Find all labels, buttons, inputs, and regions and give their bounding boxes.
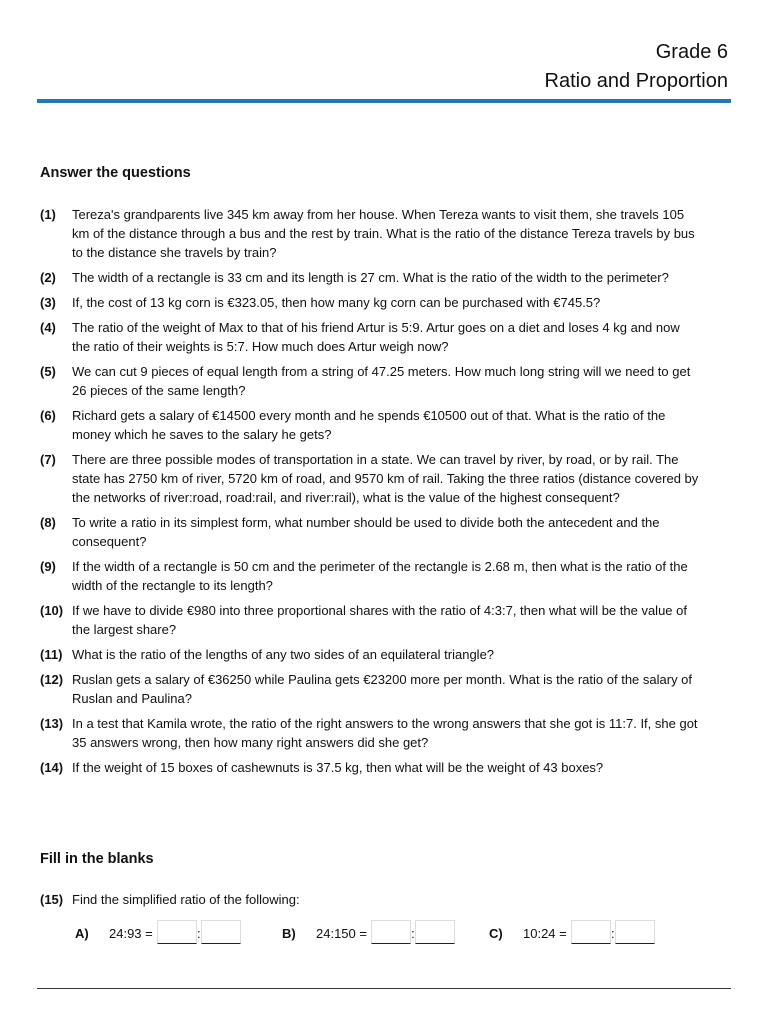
answer-blank-antecedent[interactable] (157, 920, 197, 944)
question-item (40, 714, 700, 752)
question-text: To write a ratio in its simplest form, what number should be used to divide both the antecedent and the consequent? (72, 515, 660, 549)
ratio-letter: B) (282, 926, 296, 941)
question-text: Ruslan gets a salary of €36250 while Paulina gets €23200 more per month. What is the ratio of the salary of Ruslan and Paulina? (72, 672, 693, 706)
question-text: If the width of a rectangle is 50 cm and the perimeter of the rectangle is 2.68 m, then what is the ratio of the width of the rectangle to its length? (72, 559, 688, 593)
question-item (40, 406, 700, 444)
question-text: The ratio of the weight of Max to that of his friend Artur is 5:9. Artur goes on a diet and loses 4 kg and now the ratio of their weights is 5:7. How much does Artur weigh now? (72, 320, 680, 354)
ratio-letter: A) (75, 926, 89, 941)
section-title-answer: Answer the questions (40, 165, 191, 181)
question-text: The width of a rectangle is 33 cm and its length is 27 cm. What is the ratio of the width to the perimeter? (72, 270, 669, 285)
ratio-expression: 24:150 = (316, 926, 367, 941)
question-number: (4) (40, 320, 56, 335)
ratio-expression: 10:24 = (523, 926, 567, 941)
question-text: If we have to divide €980 into three proportional shares with the ratio of 4:3:7, then what will be the value of the largest share? (72, 603, 687, 637)
question-text: In a test that Kamila wrote, the ratio of the right answers to the wrong answers that she got is 11:7. If, she got 35 answers wrong, then how many right answers did she get? (72, 716, 698, 750)
ratio-item-b (282, 920, 455, 948)
question-item (40, 645, 700, 664)
question-number: (14) (40, 760, 64, 775)
question-number: (11) (40, 647, 63, 662)
question-number: (3) (40, 295, 56, 310)
question-item (40, 362, 700, 400)
question-item (40, 557, 700, 595)
footer-divider (37, 988, 731, 989)
question-text: Tereza's grandparents live 345 km away from her house. When Tereza wants to visit them, she travels 105 km of the distance through a bus and the rest by train. What is the ratio of the distance Tereza travels by bus to the distance she travels by train? (72, 207, 695, 260)
question-number: (1) (40, 207, 56, 222)
question-text: Find the simplified ratio of the following: (72, 892, 300, 907)
ratio-colon: : (196, 926, 201, 941)
question-number: (2) (40, 270, 56, 285)
question-number: (12) (40, 672, 64, 687)
question-number: (5) (40, 364, 56, 379)
answer-blank-consequent[interactable] (615, 920, 655, 944)
question-item (40, 758, 700, 777)
grade-label: Grade 6 (655, 41, 728, 63)
question-number: (6) (40, 408, 56, 423)
question-number: (15) (40, 892, 64, 907)
page-header (545, 38, 728, 96)
ratio-answers (0, 920, 768, 948)
answer-blank-antecedent[interactable] (571, 920, 611, 944)
question-number: (10) (40, 603, 64, 618)
fill-question (40, 890, 700, 909)
question-list (40, 205, 700, 783)
question-number: (13) (40, 716, 64, 731)
question-text: What is the ratio of the lengths of any two sides of an equilateral triangle? (72, 647, 495, 662)
answer-blank-consequent[interactable] (415, 920, 455, 944)
question-item (40, 513, 700, 551)
topic-title: Ratio and Proportion (544, 70, 728, 92)
question-item (40, 293, 700, 312)
ratio-item-a (75, 920, 241, 948)
question-item (40, 601, 700, 639)
question-item (40, 670, 700, 708)
question-text: There are three possible modes of transportation in a state. We can travel by river, by road, or by rail. The state has 2750 km of river, 5720 km of road, and 9570 km of rail. Taking the three ratios (distance covered by the networks of river:road, road:rail, and river:rail), what is the value of the highest consequent? (72, 452, 699, 505)
question-item (40, 318, 700, 356)
ratio-colon: : (610, 926, 615, 941)
answer-blank-antecedent[interactable] (371, 920, 411, 944)
question-item (40, 268, 700, 287)
ratio-colon: : (411, 926, 415, 941)
question-text: If the weight of 15 boxes of cashewnuts is 37.5 kg, then what will be the weight of 43 boxes? (72, 760, 604, 775)
question-number: (9) (40, 559, 56, 574)
answer-blank-consequent[interactable] (201, 920, 241, 944)
section-title-fill: Fill in the blanks (40, 851, 154, 867)
ratio-expression: 24:93 = (109, 926, 153, 941)
question-text: We can cut 9 pieces of equal length from a string of 47.25 meters. How much long string will we need to get 26 pieces of the same length? (72, 364, 691, 398)
question-text: Richard gets a salary of €14500 every month and he spends €10500 out of that. What is the ratio of the money which he saves to the salary he gets? (72, 408, 666, 442)
question-item (40, 450, 700, 507)
ratio-letter: C) (489, 926, 503, 941)
question-item (40, 890, 700, 909)
question-text: If, the cost of 13 kg corn is €323.05, then how many kg corn can be purchased with €745.5? (72, 295, 601, 310)
ratio-item-c (489, 920, 655, 948)
question-item (40, 205, 700, 262)
header-divider (37, 99, 731, 103)
question-number: (7) (40, 452, 56, 467)
question-number: (8) (40, 515, 56, 530)
